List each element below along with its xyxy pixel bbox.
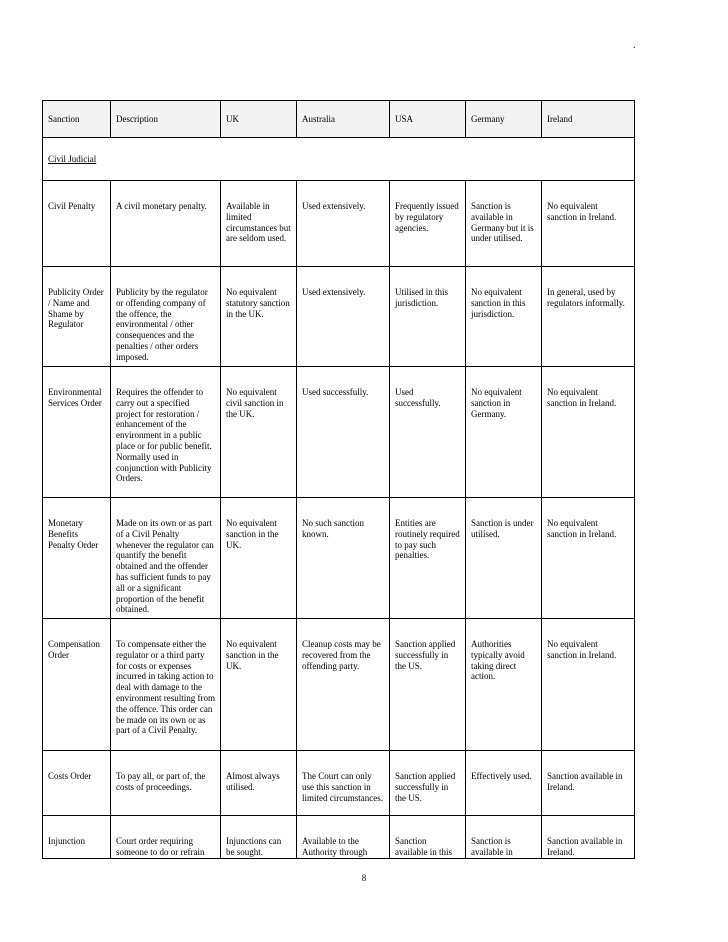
column-header: Germany [466,101,542,138]
usa-cell: Sanction applied successfully in the US. [390,751,466,816]
australia-cell: The Court can only use this sanction in limited circumstances. [297,751,390,816]
page-number: 8 [361,873,367,883]
column-header: Sanction [43,101,111,138]
ireland-cell: No equivalent sanction in Ireland. [542,367,635,498]
usa-cell: Utilised in this jurisdiction. [390,267,466,367]
usa-cell: Sanction available in this [390,816,466,859]
australia-cell: Used successfully. [297,367,390,498]
usa-cell: Sanction applied successfully in the US. [390,619,466,751]
uk-cell: No equivalent statutory sanction in the UK. [221,267,297,367]
table-row [43,367,635,498]
australia-cell: Used extensively. [297,267,390,367]
ireland-cell: Sanction available in Ireland. [542,751,635,816]
australia-cell: Available to the Authority through [297,816,390,859]
description-cell: To compensate either the regulator or a third party for costs or expenses incurred in taking action to deal with damage to the environment resulting from the offence. This order can be made on its own or as part of a Civil Penalty. [111,619,221,751]
table-row [43,267,635,367]
uk-cell: No equivalent sanction in the UK. [221,619,297,751]
sanction-cell: Civil Penalty [43,181,111,267]
ireland-cell: No equivalent sanction in Ireland. [542,181,635,267]
australia-cell: Cleanup costs may be recovered from the offending party. [297,619,390,751]
column-header: Australia [297,101,390,138]
ireland-cell: No equivalent sanction in Ireland. [542,619,635,751]
germany-cell: Sanction is available in Germany but it is under utilised. [466,181,542,267]
section-title: Civil Judicial [48,153,97,164]
uk-cell: Almost always utilised. [221,751,297,816]
description-cell: Made on its own or as part of a Civil Penalty whenever the regulator can quantify the benefit obtained and the offender has sufficient funds to pay all or a significant proportion of the benefit obtained. [111,498,221,619]
germany-cell: No equivalent sanction in Germany. [466,367,542,498]
column-header: USA [390,101,466,138]
description-cell: A civil monetary penalty. [111,181,221,267]
germany-cell: No equivalent sanction in this jurisdiction. [466,267,542,367]
sanction-cell: Monetary Benefits Penalty Order [43,498,111,619]
table-row [43,498,635,619]
usa-cell: Frequently issued by regulatory agencies. [390,181,466,267]
description-cell: Publicity by the regulator or offending company of the offence, the environmental / other consequences and the penalties / other orders imposed. [111,267,221,367]
australia-cell: Used extensively. [297,181,390,267]
uk-cell: No equivalent sanction in the UK. [221,498,297,619]
australia-cell: No such sanction known. [297,498,390,619]
section-row [43,138,635,181]
uk-cell: Injunctions can be sought. [221,816,297,859]
table-row [43,619,635,751]
usa-cell: Entities are routinely required to pay such penalties. [390,498,466,619]
uk-cell: No equivalent civil sanction in the UK. [221,367,297,498]
column-header: UK [221,101,297,138]
table-row [43,816,635,859]
column-header: Description [111,101,221,138]
section-title-cell [43,138,635,181]
column-header: Ireland [542,101,635,138]
sanction-cell: Compensation Order [43,619,111,751]
sanction-cell: Publicity Order / Name and Shame by Regulator [43,267,111,367]
description-cell: Court order requiring someone to do or refrain [111,816,221,859]
table-row [43,751,635,816]
ireland-cell: Sanction available in Ireland. [542,816,635,859]
sanction-cell: Environmental Services Order [43,367,111,498]
ireland-cell: No equivalent sanction in Ireland. [542,498,635,619]
germany-cell: Authorities typically avoid taking direct action. [466,619,542,751]
sanction-cell: Injunction [43,816,111,859]
germany-cell: Effectively used. [466,751,542,816]
corner-mark: . [633,40,636,51]
description-cell: Requires the offender to carry out a specified project for restoration / enhancement of the environment in a public place or for public benefit. Normally used in conjunction with Publicity Orders. [111,367,221,498]
germany-cell: Sanction is under utilised. [466,498,542,619]
germany-cell: Sanction is available in [466,816,542,859]
usa-cell: Used successfully. [390,367,466,498]
description-cell: To pay all, or part of, the costs of proceedings. [111,751,221,816]
table-row [43,181,635,267]
uk-cell: Available in limited circumstances but are seldom used. [221,181,297,267]
sanctions-comparison-table [42,100,635,859]
ireland-cell: In general, used by regulators informally. [542,267,635,367]
sanction-cell: Costs Order [43,751,111,816]
table-header-row [43,101,635,138]
